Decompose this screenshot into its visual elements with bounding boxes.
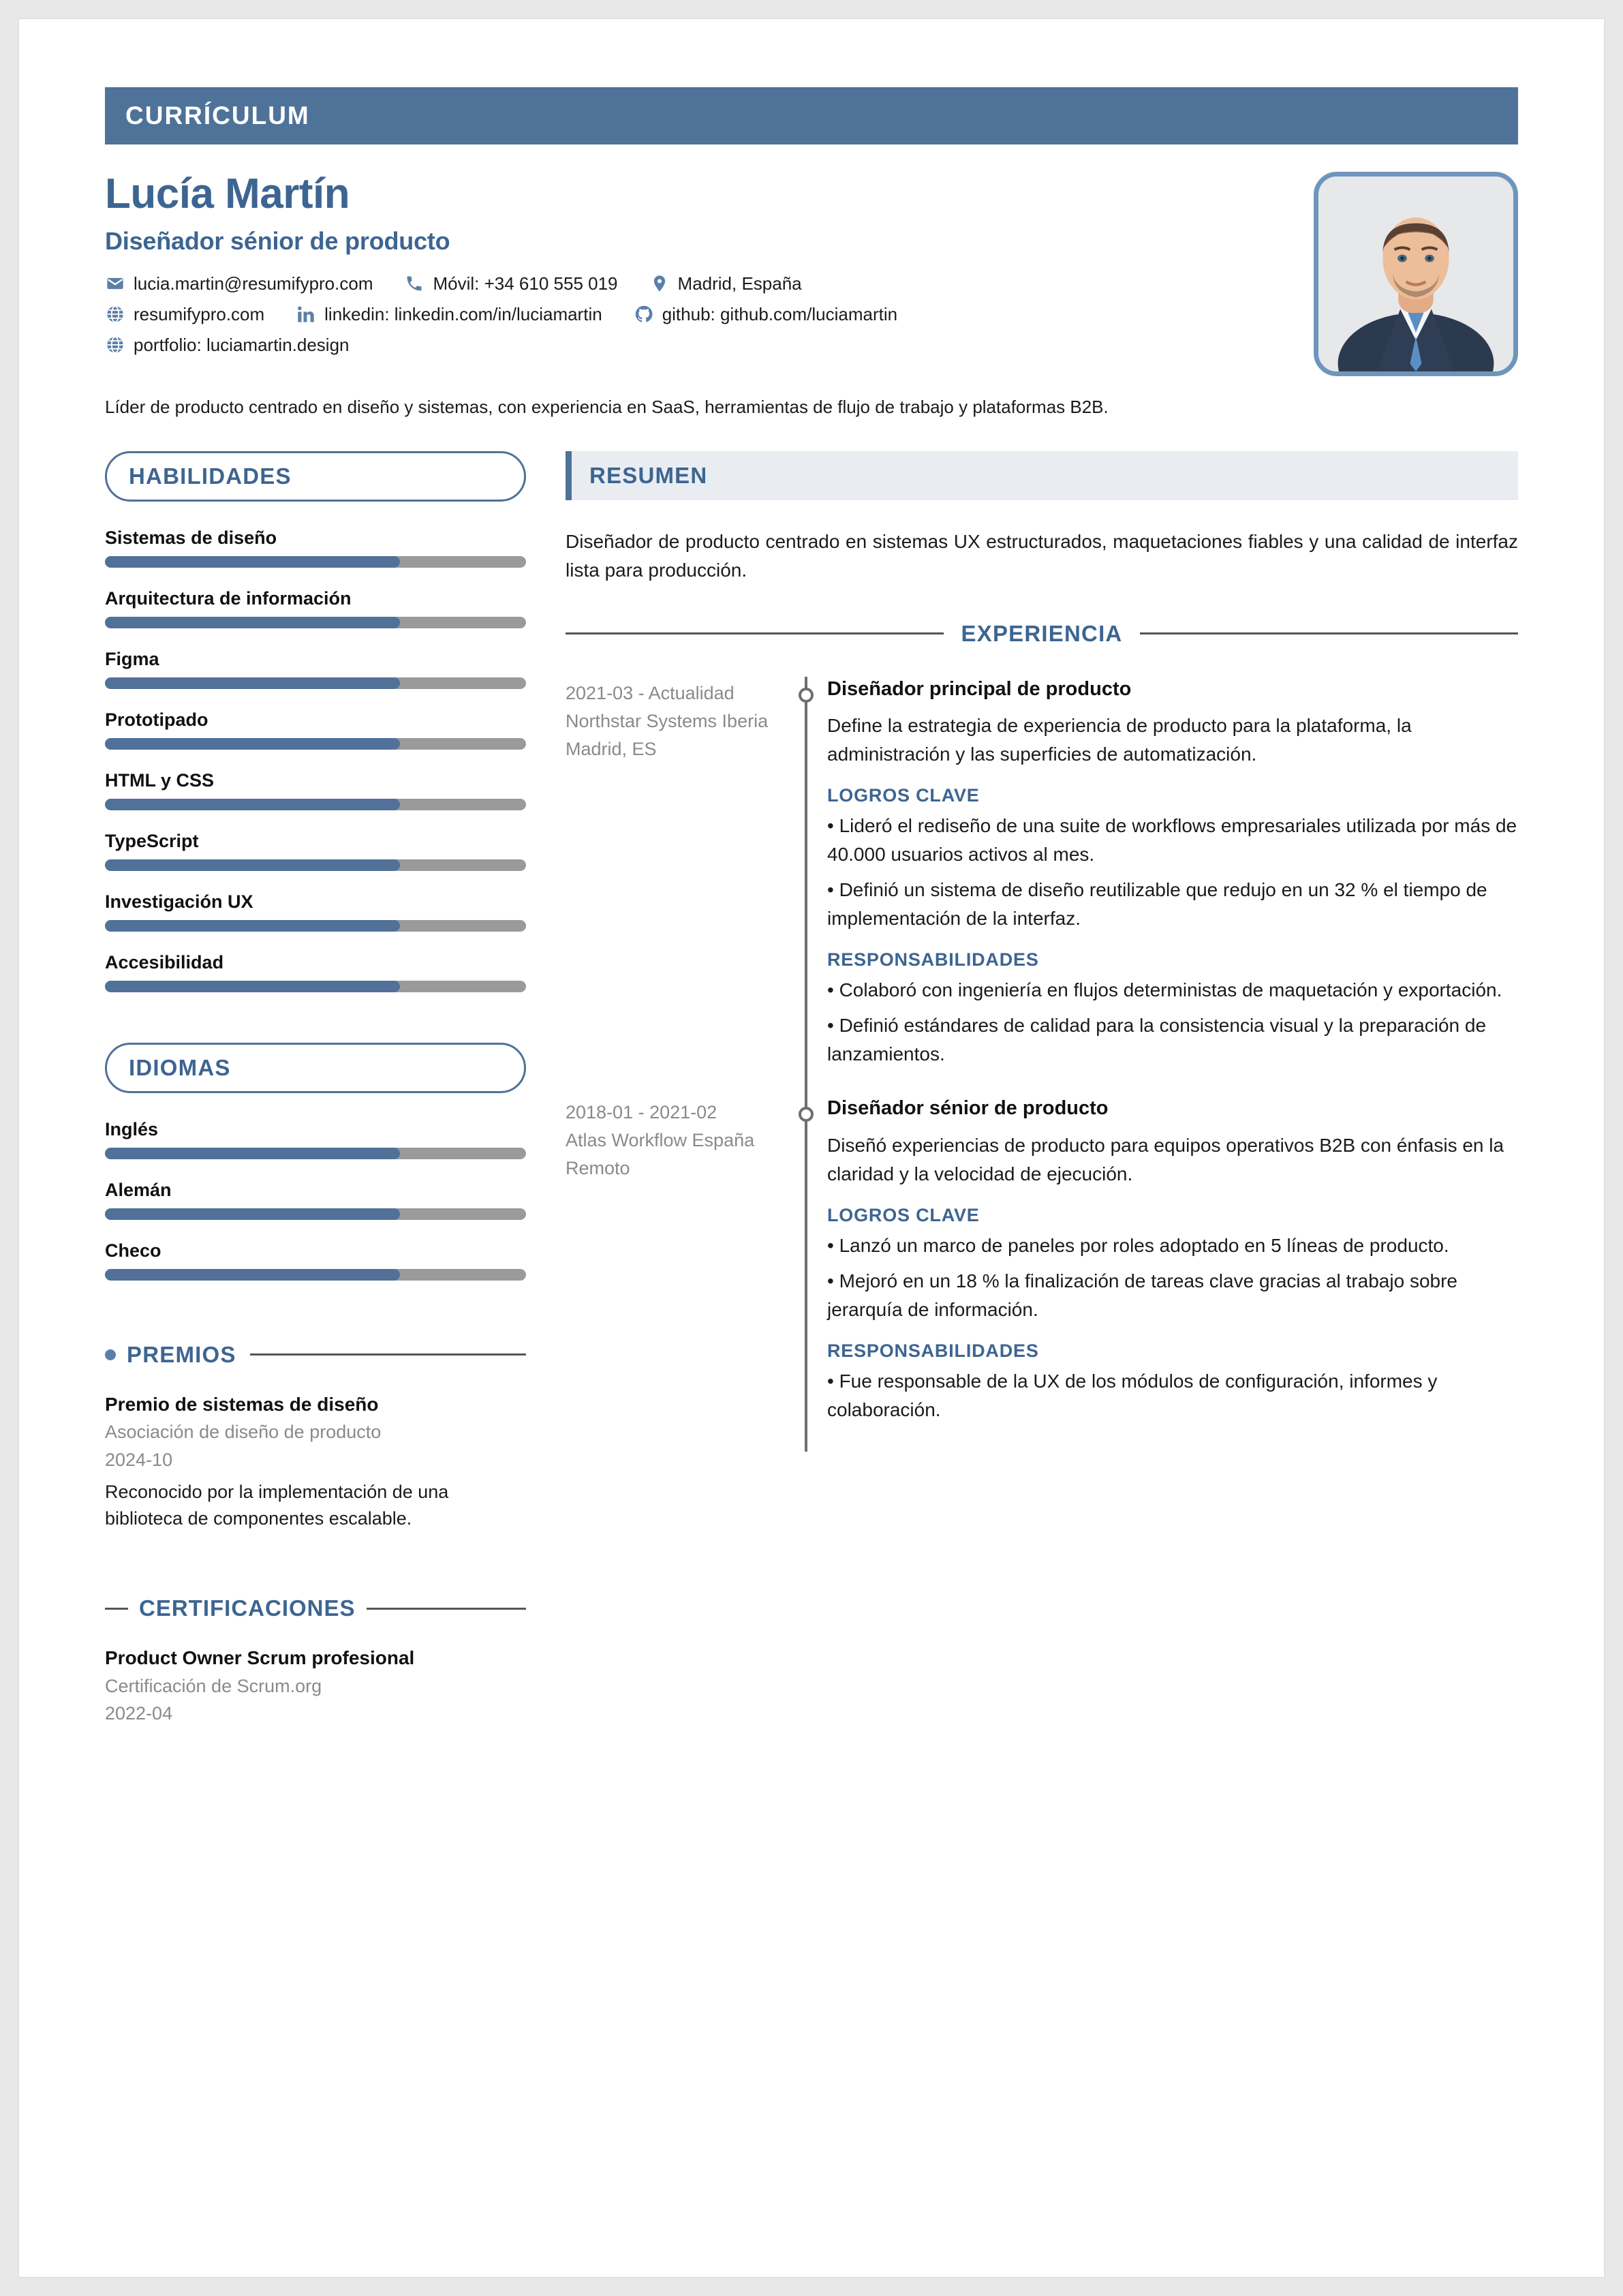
github-icon <box>634 304 654 324</box>
experience-dates: 2018-01 - 2021-02 <box>566 1102 717 1123</box>
skill-item <box>105 770 526 810</box>
timeline-node-icon <box>799 1107 814 1122</box>
summary-heading <box>566 451 1518 500</box>
resume-page <box>18 18 1605 2278</box>
skill-label: Investigación UX <box>105 891 253 912</box>
language-meter-track <box>105 1148 526 1159</box>
language-item <box>105 1180 526 1220</box>
bullet-dot-icon <box>105 1349 116 1360</box>
skill-item <box>105 527 526 568</box>
language-label: Checo <box>105 1240 161 1261</box>
skill-meter-track <box>105 859 526 871</box>
skill-label: Arquitectura de información <box>105 587 352 609</box>
experience-meta <box>566 677 790 1097</box>
heading-rule-right <box>1140 632 1518 634</box>
timeline-line <box>805 677 807 1097</box>
skill-meter-track <box>105 556 526 568</box>
experience-title: Diseñador principal de producto <box>827 677 1132 700</box>
timeline-node-icon <box>799 688 814 703</box>
skill-label: Figma <box>105 648 159 669</box>
skill-meter-track <box>105 677 526 689</box>
experience-company: Northstar Systems Iberia <box>566 710 769 731</box>
contact-linkedin[interactable] <box>296 304 602 325</box>
location-pin-icon <box>649 273 670 294</box>
contact-website[interactable] <box>105 304 264 325</box>
experience-dates: 2021-03 - Actualidad <box>566 682 735 703</box>
language-meter-fill <box>105 1148 400 1159</box>
candidate-name: Lucía Martín <box>105 170 350 217</box>
experience-location: Remoto <box>566 1158 630 1179</box>
achievement-bullet: • Lideró el rediseño de una suite de workflows empresariales utilizada por más de 40.000 usuarios activos al mes. <box>827 815 1517 866</box>
achievement-bullet: • Mejoró en un 18 % la finalización de tareas clave gracias al trabajo sobre jerarquía de información. <box>827 1270 1457 1320</box>
experience-description: Define la estrategia de experiencia de producto para la plataforma, la administración y las superficies de automatización. <box>827 715 1412 765</box>
contact-github[interactable] <box>634 304 897 325</box>
experience-item <box>566 1096 1518 1452</box>
skills-heading-label: HABILIDADES <box>129 463 292 489</box>
contact-location-text: Madrid, España <box>677 273 802 294</box>
avatar <box>1314 172 1518 376</box>
envelope-icon <box>105 273 125 294</box>
contact-phone[interactable] <box>404 273 617 294</box>
experience-meta <box>566 1096 790 1452</box>
languages-heading-label: IDIOMAS <box>129 1054 231 1080</box>
skill-label: Sistemas de diseño <box>105 527 277 548</box>
skill-meter-fill <box>105 799 400 810</box>
responsibilities-heading: RESPONSABILIDADES <box>827 949 1039 970</box>
skill-meter-track <box>105 617 526 628</box>
responsibility-bullet: • Fue responsable de la UX de los módulos de configuración, informes y colaboración. <box>827 1370 1438 1420</box>
skill-meter-fill <box>105 677 400 689</box>
awards-heading-label: PREMIOS <box>127 1341 236 1367</box>
contact-row-2 <box>105 304 1293 325</box>
achievements-heading: LOGROS CLAVE <box>827 785 980 806</box>
heading-rule-start <box>105 1608 128 1610</box>
contact-location <box>649 273 802 294</box>
globe-icon <box>105 304 125 324</box>
summary-text: Diseñador de producto centrado en sistemas UX estructurados, maquetaciones fiables y una calidad de interfaz lista para producción. <box>566 530 1518 581</box>
responsibilities-heading: RESPONSABILIDADES <box>827 1340 1039 1361</box>
timeline-rail <box>790 1096 822 1452</box>
skill-meter-track <box>105 981 526 992</box>
language-label: Inglés <box>105 1118 159 1139</box>
timeline-line <box>805 1096 807 1452</box>
experience-description: Diseñó experiencias de producto para equipos operativos B2B con énfasis en la claridad y la velocidad de ejecución. <box>827 1134 1504 1184</box>
globe-icon <box>105 335 125 355</box>
achievement-bullet: • Lanzó un marco de paneles por roles adoptado en 5 líneas de producto. <box>827 1234 1449 1256</box>
experience-heading <box>566 621 1518 647</box>
skill-label: HTML y CSS <box>105 769 215 791</box>
award-date: 2024-10 <box>105 1449 173 1470</box>
skill-meter-fill <box>105 920 400 932</box>
contact-github-text: github: github.com/luciamartin <box>662 303 898 324</box>
timeline-rail <box>790 677 822 1097</box>
certification-item <box>105 1646 526 1726</box>
certification-date: 2022-04 <box>105 1703 173 1724</box>
candidate-job-title: Diseñador sénior de producto <box>105 226 450 255</box>
language-meter-fill <box>105 1269 400 1281</box>
contact-website-text: resumifypro.com <box>134 303 265 324</box>
experience-title: Diseñador sénior de producto <box>827 1097 1109 1120</box>
award-issuer: Asociación de diseño de producto <box>105 1422 382 1443</box>
certification-issuer: Certificación de Scrum.org <box>105 1675 322 1696</box>
skill-meter-track <box>105 799 526 810</box>
contact-linkedin-text: linkedin: linkedin.com/in/luciamartin <box>324 303 602 324</box>
certifications-heading <box>105 1595 526 1621</box>
banner-title: CURRÍCULUM <box>125 102 310 129</box>
experience-item <box>566 677 1518 1097</box>
contact-portfolio-text: portfolio: luciamartin.design <box>134 334 350 355</box>
skill-label: Accesibilidad <box>105 951 224 973</box>
skill-meter-track <box>105 920 526 932</box>
heading-rule-end <box>367 1608 526 1610</box>
award-description: Reconocido por la implementación de una biblioteca de componentes escalable. <box>105 1482 449 1529</box>
responsibility-bullet: • Colaboró con ingeniería en flujos deterministas de maquetación y exportación. <box>827 979 1502 1001</box>
experience-location: Madrid, ES <box>566 738 657 759</box>
contact-portfolio[interactable] <box>105 335 350 356</box>
skill-item <box>105 709 526 750</box>
language-item <box>105 1240 526 1281</box>
language-label: Alemán <box>105 1179 172 1200</box>
languages-list <box>105 1119 526 1281</box>
linkedin-icon <box>296 304 316 324</box>
skill-label: Prototipado <box>105 709 208 730</box>
experience-content <box>822 1096 1518 1452</box>
award-item <box>105 1392 526 1531</box>
experience-heading-label: EXPERIENCIA <box>961 620 1123 646</box>
identity-header <box>105 172 1518 376</box>
headshot-photo <box>1318 177 1513 371</box>
document-banner <box>105 87 1518 144</box>
header-blurb: Líder de producto centrado en diseño y sistemas, con experiencia en SaaS, herramientas de flujo de trabajo y plataformas B2B. <box>105 397 1109 417</box>
skill-meter-fill <box>105 617 400 628</box>
phone-icon <box>404 273 424 294</box>
skill-meter-track <box>105 738 526 750</box>
skill-meter-fill <box>105 981 400 992</box>
contact-email[interactable] <box>105 273 373 294</box>
languages-heading <box>105 1043 526 1093</box>
responsibility-bullet: • Definió estándares de calidad para la consistencia visual y la preparación de lanzamientos. <box>827 1015 1487 1065</box>
experience-content <box>822 677 1518 1097</box>
language-meter-fill <box>105 1208 400 1220</box>
skill-meter-fill <box>105 556 400 568</box>
contact-email-text: lucia.martin@resumifypro.com <box>134 273 373 294</box>
skill-label: TypeScript <box>105 830 199 851</box>
contact-block <box>105 273 1293 356</box>
contact-row-1 <box>105 273 1293 294</box>
award-title: Premio de sistemas de diseño <box>105 1393 379 1415</box>
achievements-heading: LOGROS CLAVE <box>827 1204 980 1225</box>
skill-meter-fill <box>105 738 400 750</box>
experience-company: Atlas Workflow España <box>566 1130 755 1151</box>
summary-heading-label: RESUMEN <box>589 462 708 488</box>
skill-item <box>105 588 526 628</box>
language-item <box>105 1119 526 1159</box>
language-meter-track <box>105 1208 526 1220</box>
skills-list <box>105 527 526 992</box>
contact-row-3 <box>105 335 1293 356</box>
skills-heading <box>105 451 526 502</box>
contact-phone-text: Móvil: +34 610 555 019 <box>433 273 618 294</box>
language-meter-track <box>105 1269 526 1281</box>
sidebar-column <box>105 451 526 1749</box>
identity-text-block <box>105 172 1314 365</box>
main-column <box>566 451 1518 1749</box>
certification-title: Product Owner Scrum profesional <box>105 1647 415 1668</box>
skill-item <box>105 891 526 932</box>
skill-meter-fill <box>105 859 400 871</box>
body-columns <box>105 451 1518 1749</box>
awards-heading <box>105 1342 526 1368</box>
heading-rule-left <box>566 632 944 634</box>
achievement-bullet: • Definió un sistema de diseño reutilizable que redujo en un 32 % el tiempo de implementación de la interfaz. <box>827 879 1487 930</box>
certifications-heading-label: CERTIFICACIONES <box>139 1595 356 1621</box>
heading-rule <box>250 1353 526 1356</box>
skill-item <box>105 649 526 689</box>
skill-item <box>105 831 526 871</box>
skill-item <box>105 952 526 992</box>
